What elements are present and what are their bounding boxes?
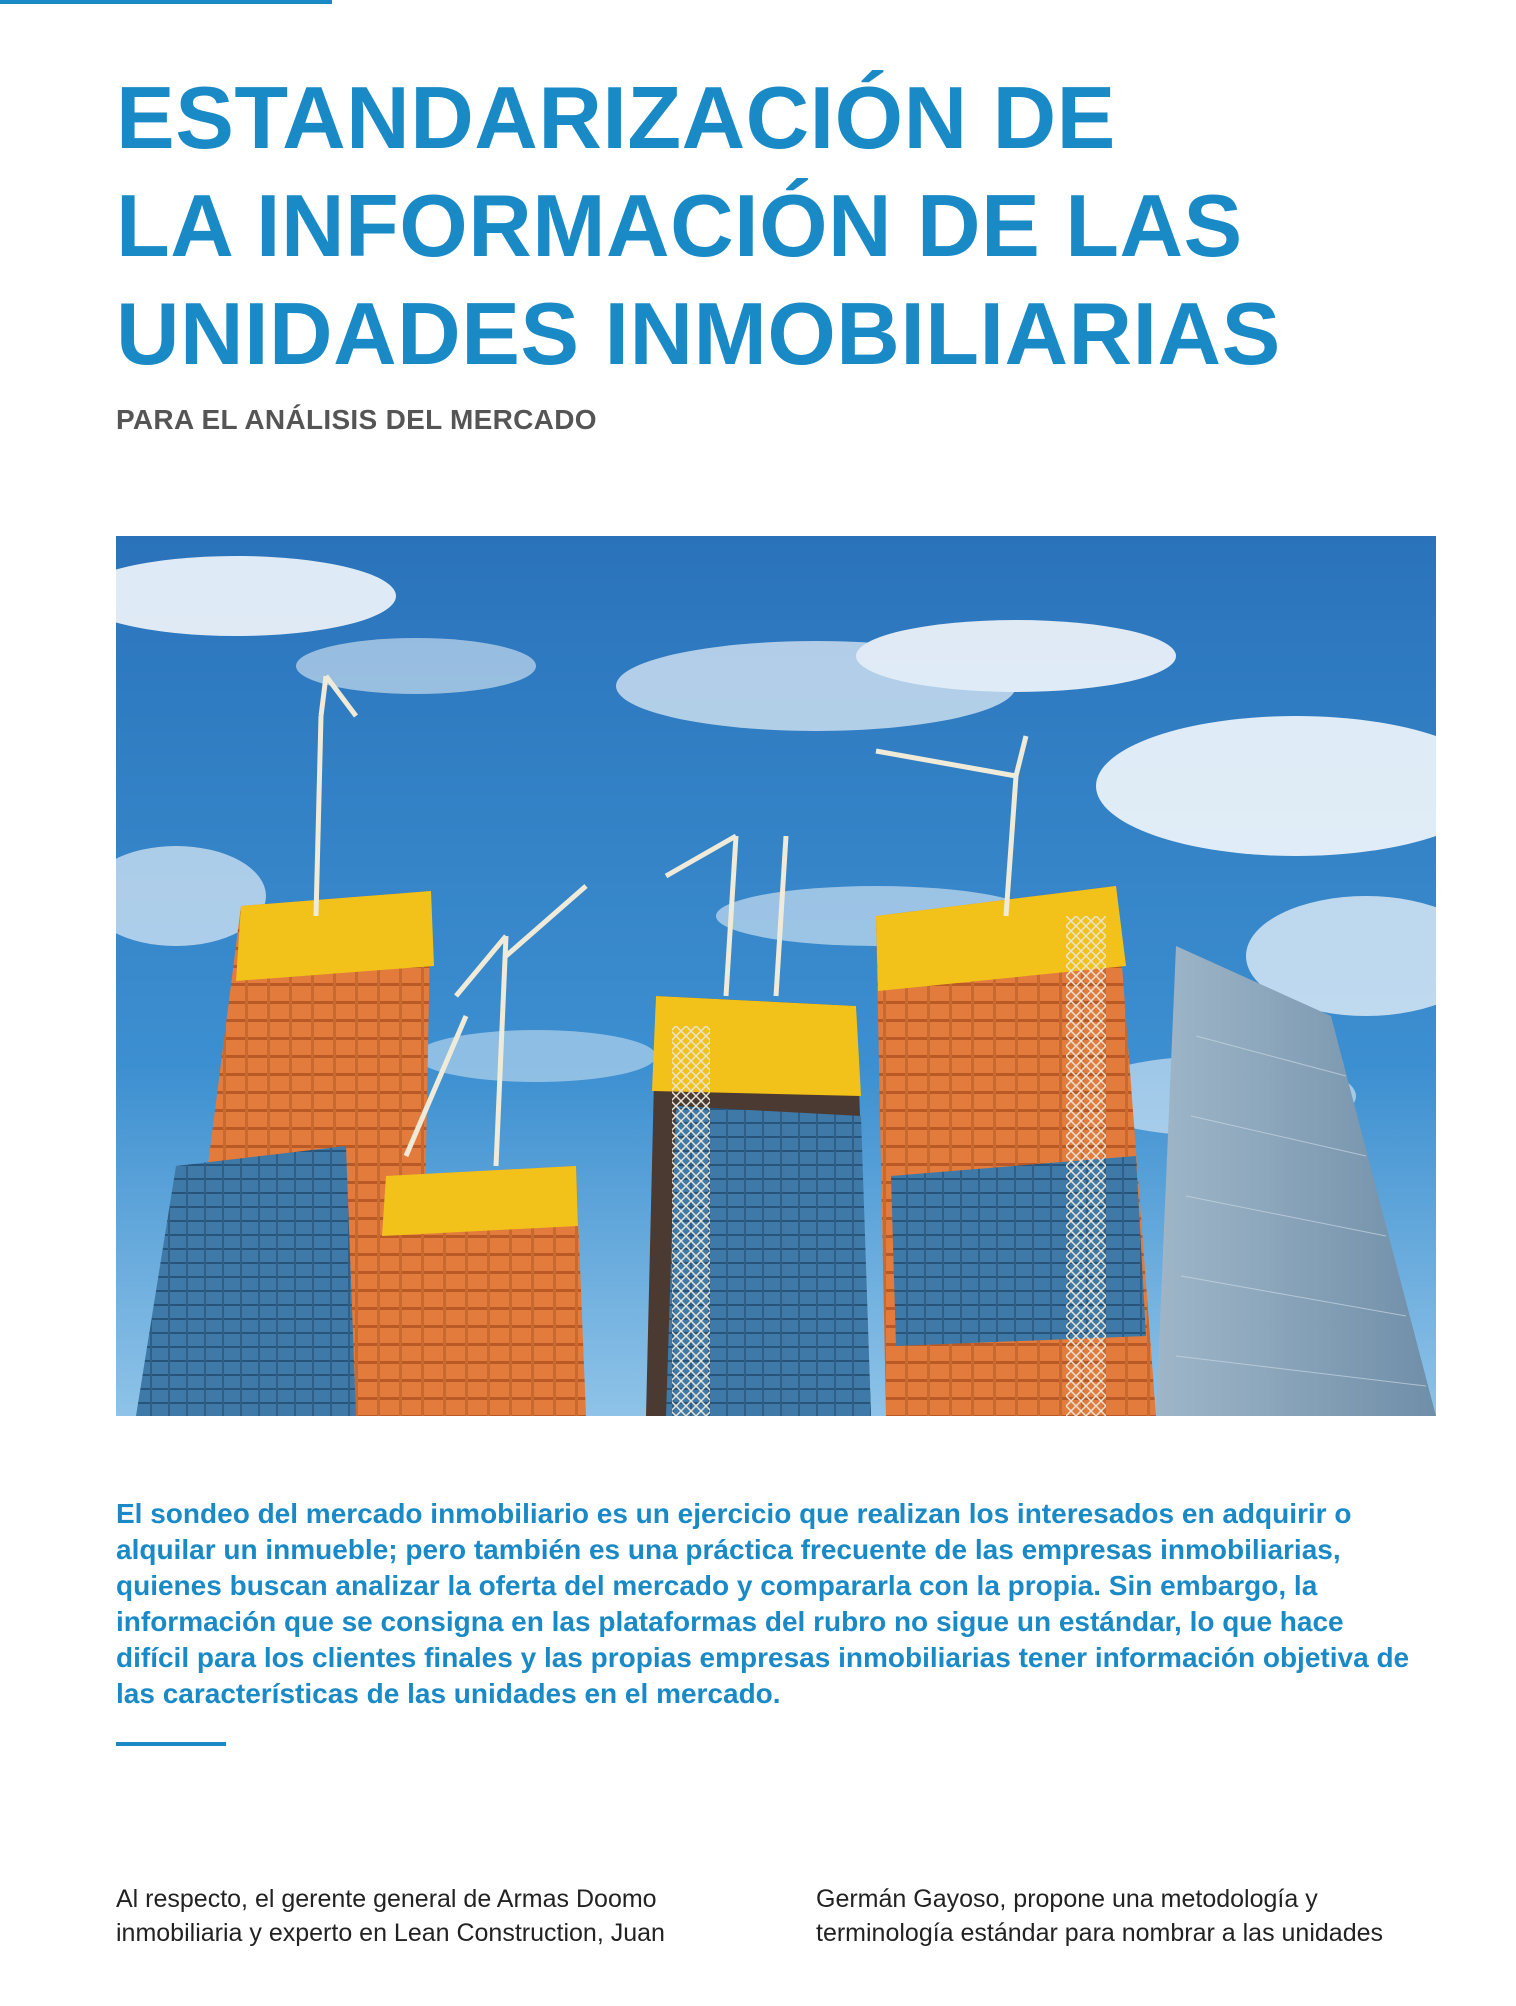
intro-line: las características de las unidades en el mercado.: [116, 1678, 781, 1709]
intro-line: El sondeo del mercado inmobiliario es un ejercicio que realizan los interesados en adquirir o: [116, 1498, 1352, 1529]
body-column-right: [816, 1882, 1456, 1950]
section-divider: [116, 1742, 226, 1746]
body-line: inmobiliaria y experto en Lean Construction, Juan: [116, 1919, 665, 1947]
top-accent-rule: [0, 0, 332, 4]
hero-image: [116, 536, 1436, 1416]
title-line: UNIDADES INMOBILIARIAS: [116, 284, 1281, 383]
article-title: [116, 64, 1416, 388]
intro-paragraph: [116, 1496, 1436, 1712]
intro-line: información que se consigna en las plataformas del rubro no sigue un estándar, lo que hace: [116, 1606, 1344, 1637]
body-line: Germán Gayoso, propone una metodología y: [816, 1885, 1318, 1913]
body-line: terminología estándar para nombrar a las unidades: [816, 1919, 1384, 1947]
intro-line: alquilar un inmueble; pero también es una práctica frecuente de las empresas inmobiliarias,: [116, 1534, 1341, 1565]
title-line: ESTANDARIZACIÓN DE: [116, 68, 1116, 167]
construction-skyline-image: [116, 536, 1436, 1416]
body-line: Al respecto, el gerente general de Armas Doomo: [116, 1885, 657, 1913]
intro-line: quienes buscan analizar la oferta del mercado y compararla con la propia. Sin embargo, la: [116, 1570, 1318, 1601]
article-subtitle: PARA EL ANÁLISIS DEL MERCADO: [116, 404, 597, 435]
body-column-left: [116, 1882, 756, 1950]
intro-line: difícil para los clientes finales y las propias empresas inmobiliarias tener información objetiva de: [116, 1642, 1410, 1673]
title-line: LA INFORMACIÓN DE LAS: [116, 176, 1243, 275]
